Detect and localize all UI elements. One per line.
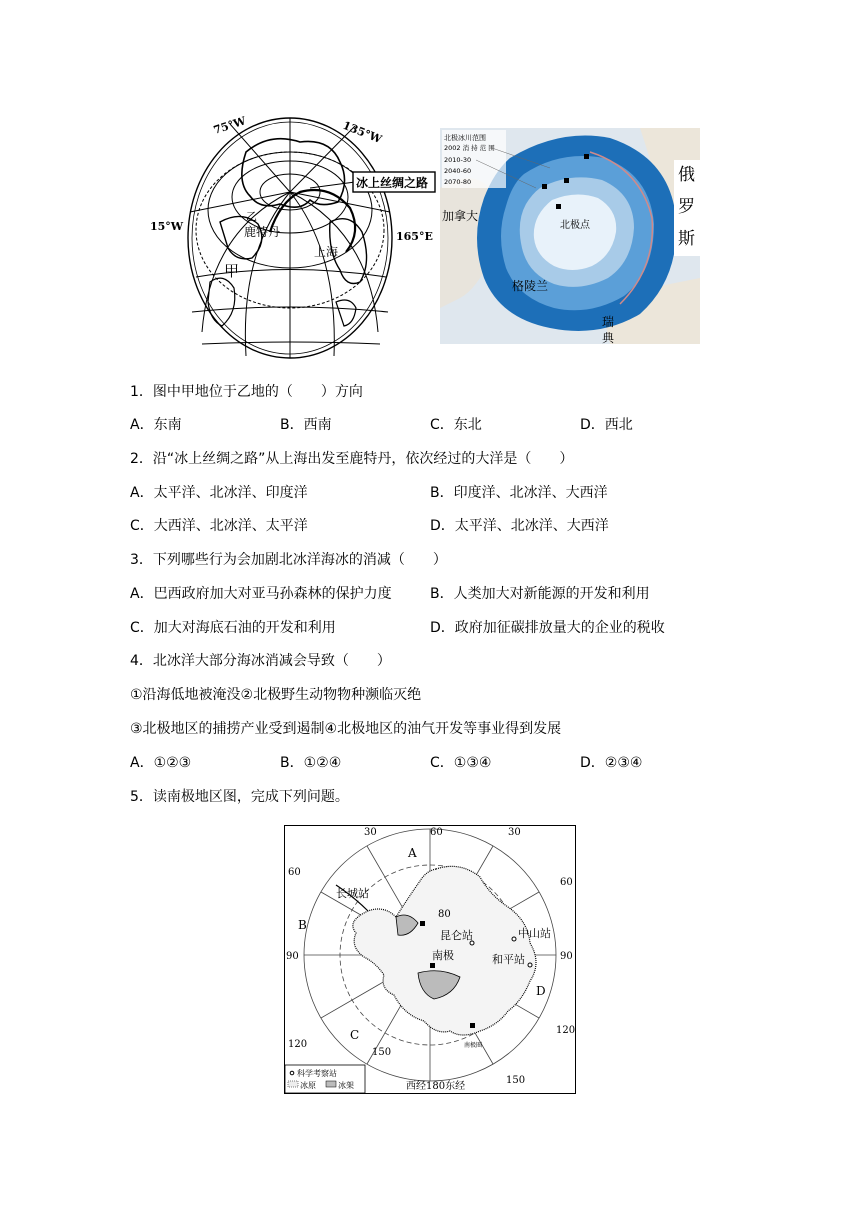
greenland-label: 格陵兰 bbox=[512, 279, 549, 293]
q2-option-d: D．太平洋、北冰洋、大西洋 bbox=[430, 518, 609, 534]
kunlun-station-label: 昆仑站 bbox=[440, 929, 473, 942]
lat-80-label: 80 bbox=[438, 909, 451, 920]
lon-90w-label: 90 bbox=[286, 951, 299, 962]
station-marker bbox=[420, 921, 425, 926]
point-a-label: A bbox=[408, 846, 417, 860]
question-1-stem: 1．图中甲地位于乙地的（ ）方向 bbox=[130, 384, 363, 400]
lon-15w-label: 15°W bbox=[150, 220, 184, 233]
lon-60e-label: 60 bbox=[560, 877, 573, 888]
russia-label-2: 罗 bbox=[678, 197, 695, 217]
q4-option-b: B．①②④ bbox=[280, 755, 342, 771]
q1-option-b: B．西南 bbox=[280, 417, 332, 433]
legend-shelf-label: 冰架 bbox=[338, 1081, 354, 1090]
q2-option-a: A．太平洋、北冰洋、印度洋 bbox=[130, 485, 308, 501]
q4-option-a: A．①②③ bbox=[130, 755, 192, 771]
point-c-label: C bbox=[350, 1028, 360, 1042]
legend-title: 北极冰川范围 bbox=[444, 134, 486, 142]
legend-item-2002: 2002 消 持 范 围 bbox=[444, 144, 495, 152]
arctic-globe-map bbox=[150, 112, 440, 362]
legend-item-2070: 2070-80 bbox=[444, 178, 472, 186]
lon-120e-label: 120 bbox=[556, 1025, 576, 1036]
question-3-stem: 3．下列哪些行为会加剧北冰洋海冰的消减（ ） bbox=[130, 552, 447, 568]
lon-60w-label: 60 bbox=[288, 867, 301, 878]
lon-60-top-label: 60 bbox=[430, 827, 443, 838]
q3-option-a: A．巴西政府加大对亚马孙森林的保护力度 bbox=[130, 586, 392, 602]
lon-135w-label: 135°W bbox=[340, 118, 384, 147]
sweden-label-2: 典 bbox=[602, 331, 615, 344]
q4-statement-2: ③北极地区的捕捞产业受到遏制④北极地区的油气开发等事业得到发展 bbox=[130, 721, 562, 737]
lon-150e-label: 150 bbox=[506, 1075, 526, 1086]
heping-station-dot bbox=[528, 963, 532, 967]
lon-120w-label: 120 bbox=[288, 1039, 308, 1050]
q1-option-c: C．东北 bbox=[430, 417, 482, 433]
lon-150w-label: 150 bbox=[372, 1047, 392, 1058]
lon-30w-label: 30 bbox=[364, 827, 377, 838]
marker-square bbox=[542, 184, 547, 189]
zhongshan-station-label: 中山站 bbox=[518, 927, 551, 940]
lon-30e-label: 30 bbox=[508, 827, 521, 838]
jia-label: 甲 bbox=[224, 262, 240, 280]
lon-75w-label: 75°W bbox=[211, 114, 248, 137]
antarctic-map bbox=[284, 825, 576, 1095]
route-callout-label: 冰上丝绸之路 bbox=[356, 176, 429, 190]
legend-ice-label: 冰原 bbox=[300, 1081, 316, 1090]
q1-option-a: A．东南 bbox=[130, 417, 182, 433]
antarctic-circle-label: 南极圈 bbox=[464, 1042, 483, 1049]
north-pole-marker bbox=[556, 204, 561, 209]
yi-label: 乙 bbox=[246, 210, 257, 223]
russia-label-1: 俄 bbox=[678, 165, 695, 185]
lon-90e-label: 90 bbox=[560, 951, 573, 962]
question-4-stem: 4．北冰洋大部分海冰消减会导致（ ） bbox=[130, 653, 391, 669]
question-2-stem: 2．沿“冰上丝绸之路”从上海出发至鹿特丹，依次经过的大洋是（ ） bbox=[130, 451, 574, 467]
question-5-stem: 5．读南极地区图，完成下列问题。 bbox=[130, 789, 349, 805]
q4-option-d: D．②③④ bbox=[580, 755, 643, 771]
q4-statement-1: ①沿海低地被淹没②北极野生动物物种濒临灭绝 bbox=[130, 687, 422, 703]
marker-square bbox=[564, 178, 569, 183]
russia-label-3: 斯 bbox=[678, 229, 695, 249]
q2-option-c: C．大西洋、北冰洋、太平洋 bbox=[130, 518, 308, 534]
point-d-label: D bbox=[536, 984, 546, 998]
north-pole-label: 北极点 bbox=[560, 220, 590, 231]
lon-165e-label: 165°E bbox=[396, 230, 433, 243]
canada-label: 加拿大 bbox=[442, 209, 479, 223]
q4-option-c: C．①③④ bbox=[430, 755, 492, 771]
q3-option-d: D．政府加征碳排放量大的企业的税收 bbox=[430, 620, 665, 636]
south-pole-label: 南极 bbox=[432, 949, 454, 962]
q2-option-b: B．印度洋、北冰洋、大西洋 bbox=[430, 485, 608, 501]
changcheng-station-label: 长城站 bbox=[336, 887, 369, 900]
heping-station-label: 和平站 bbox=[492, 953, 525, 966]
bottom-lon-label: 西经180东经 bbox=[406, 1081, 466, 1092]
q3-option-b: B．人类加大对新能源的开发和利用 bbox=[430, 586, 650, 602]
sweden-label-1: 瑞 bbox=[602, 315, 615, 329]
q3-option-c: C．加大对海底石油的开发和利用 bbox=[130, 620, 336, 636]
marker-square bbox=[584, 154, 589, 159]
legend-item-2010: 2010-30 bbox=[444, 156, 472, 164]
point-b-label: B bbox=[298, 918, 307, 932]
q1-option-d: D．西北 bbox=[580, 417, 633, 433]
shanghai-label: 上海 bbox=[314, 245, 339, 259]
zhongshan-station-dot bbox=[512, 937, 516, 941]
station-marker bbox=[430, 963, 435, 968]
station-marker bbox=[470, 1023, 475, 1028]
legend-item-2040: 2040-60 bbox=[444, 167, 472, 175]
legend-station-label: 科学考察站 bbox=[297, 1069, 337, 1078]
arctic-ice-map bbox=[440, 128, 700, 344]
rotterdam-label: 鹿特丹 bbox=[244, 225, 281, 239]
